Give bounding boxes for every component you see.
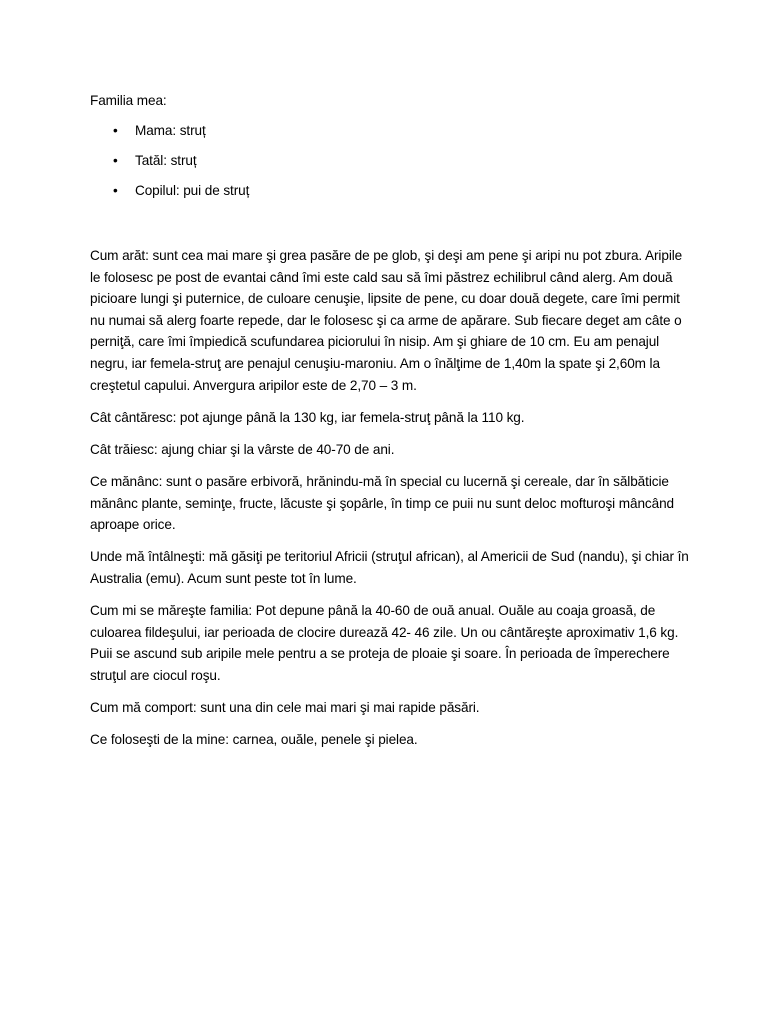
list-item-father bbox=[90, 150, 690, 172]
paragraph-behavior: Cum mă comport: sunt una din cele mai mari şi mai rapide păsări. bbox=[90, 700, 480, 716]
bullet-icon: • bbox=[113, 152, 118, 168]
paragraph-uses: Ce foloseşti de la mine: carnea, ouăle, penele şi pielea. bbox=[90, 732, 418, 748]
paragraph-reproduction: Cum mi se măreşte familia: Pot depune până la 40-60 de ouă anual. Ouăle au coaja groasă, de culoarea fildeşului, iar perioada de clocire durează 42- 46 zile. Un ou cântăreşte aproximativ 1,6 kg. Puii se ascund sub aripile mele pentru a se proteja de ploaie şi soare. În perioada de împerechere struţul are ciocul roşu. bbox=[90, 603, 679, 684]
list-item-label: Mama: struț bbox=[135, 122, 206, 138]
paragraph-habitat: Unde mă întâlneşti: mă găsiţi pe teritoriul Africii (struţul african), al Americii de Sud (nandu), şi chiar în Australia (emu). Acum sunt peste tot în lume. bbox=[90, 549, 689, 587]
paragraph-lifespan: Cât trăiesc: ajung chiar şi la vârste de 40-70 de ani. bbox=[90, 441, 395, 457]
paragraph-weight: Cât cântăresc: pot ajunge până la 130 kg, iar femela-struţ până la 110 kg. bbox=[90, 409, 525, 425]
bullet-icon: • bbox=[113, 122, 118, 138]
bullet-icon: • bbox=[113, 183, 118, 199]
list-item-label: Tatăl: struț bbox=[135, 152, 197, 168]
list-item-child bbox=[90, 180, 690, 202]
paragraph-diet: Ce mănânc: sunt o pasăre erbivoră, hrănindu-mă în special cu lucernă şi cereale, dar în sălbăticie mănânc plante, seminţe, fructe, lăcuste şi şopârle, în timp ce puii nu sunt deloc mofturoşi mâncând aproape orice. bbox=[90, 474, 674, 533]
document-page bbox=[90, 90, 690, 762]
list-item-mother bbox=[90, 120, 690, 142]
family-list bbox=[90, 120, 690, 202]
paragraph-appearance: Cum arăt: sunt cea mai mare şi grea pasăre de pe glob, şi deşi am pene şi aripi nu pot zbura. Aripile le folosesc pe post de evantai când îmi este cald sau să îmi păstrez echilibrul când alerg. Am două picioare lungi şi puternice, de culoare cenuşie, lipsite de pene, cu doar două degete, care îmi permit nu numai să alerg foarte repede, dar le folosesc şi ca arme de apărare. Sub fiecare deget am câte o perniţă, care îmi împiedică scufundarea piciorului în nisip. Am şi ghiare de 10 cm. Eu am penajul negru, iar femela-struţ are penajul cenuşiu-maroniu. Am o înălţime de 1,40m la spate şi 2,60m la creştetul capului. Anvergura aripilor este de 2,70 – 3 m. bbox=[90, 247, 683, 393]
family-title: Familia mea: bbox=[90, 93, 167, 108]
body-text bbox=[90, 245, 690, 751]
list-item-label: Copilul: pui de struț bbox=[135, 183, 250, 199]
